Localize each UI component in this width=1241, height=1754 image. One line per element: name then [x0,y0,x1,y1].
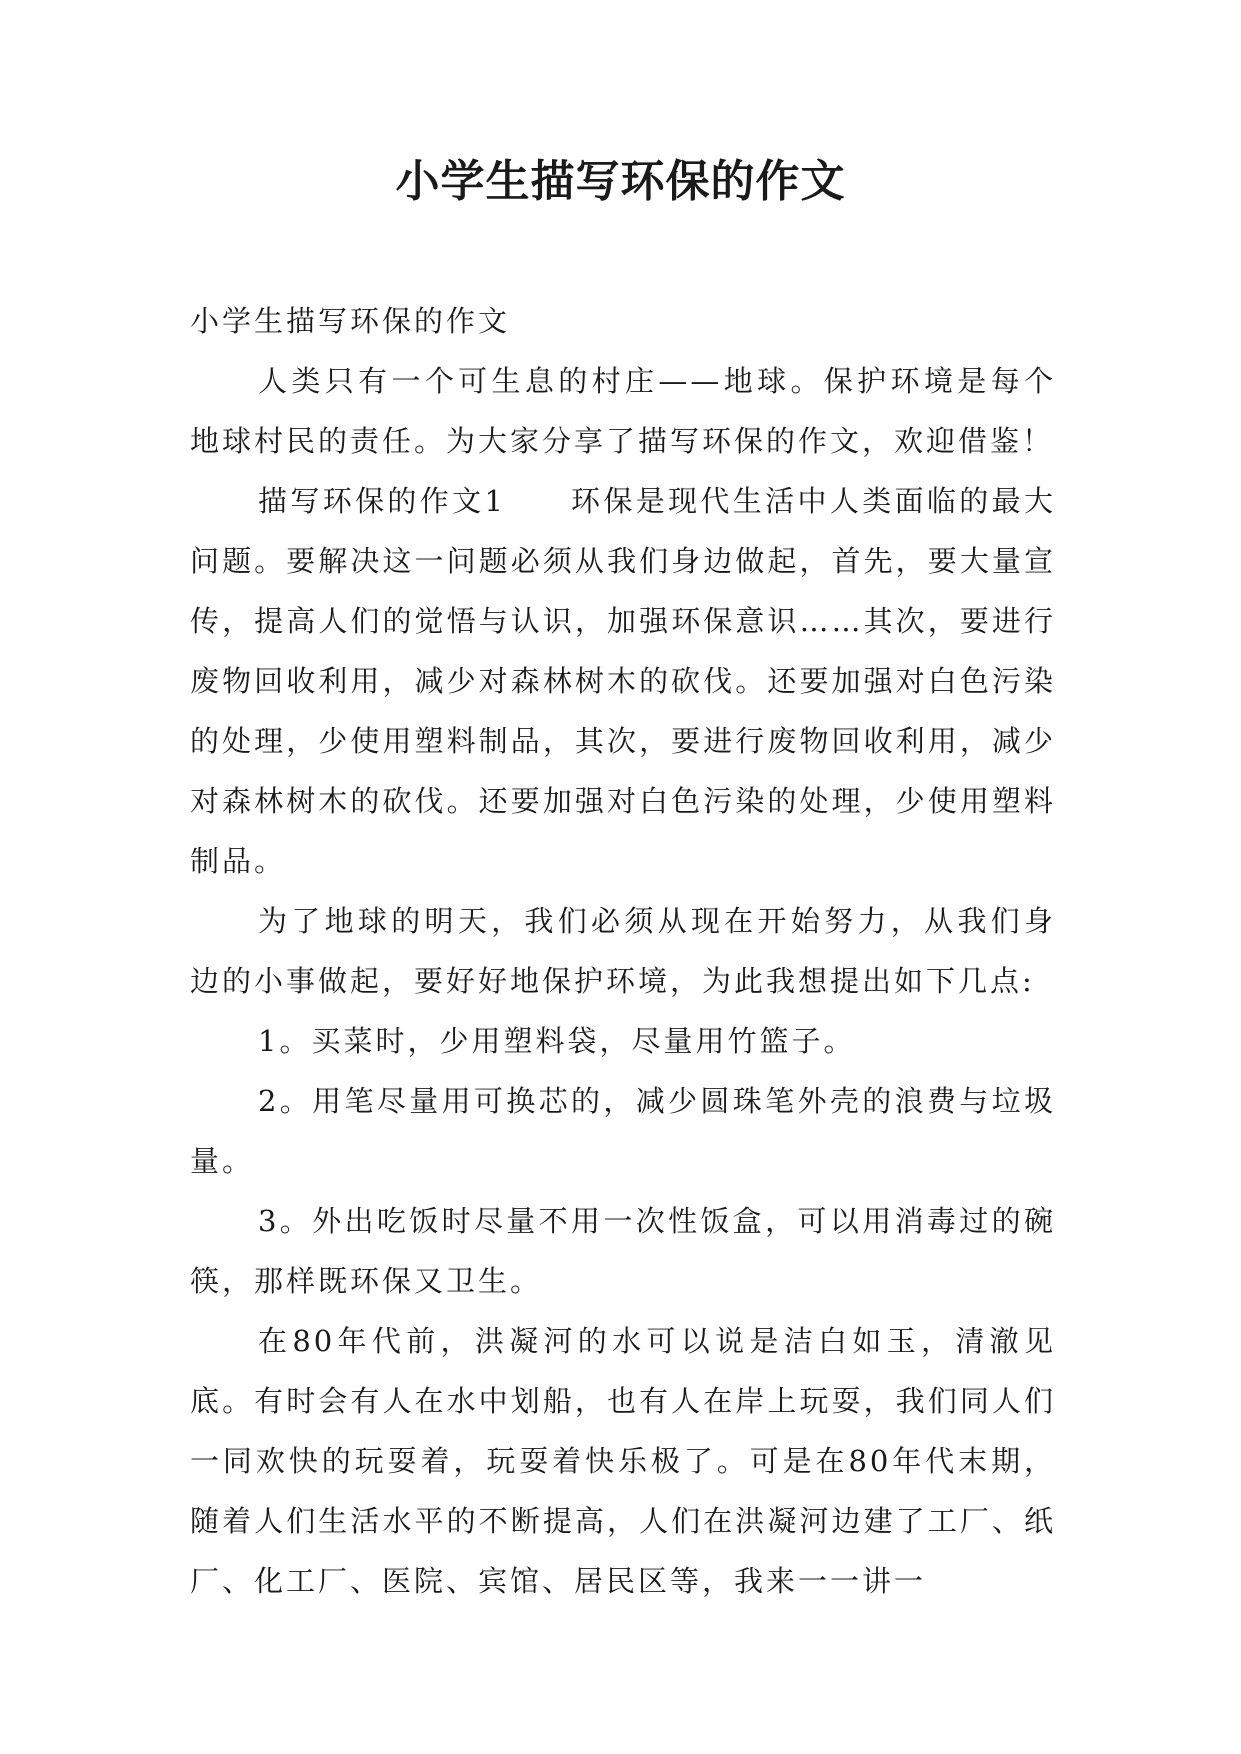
document-body [190,291,1056,1611]
paragraph: 在80年代前，洪凝河的水可以说是洁白如玉，清澈见底。有时会有人在水中划船，也有人在岸上玩耍，我们同人们一同欢快的玩耍着，玩耍着快乐极了。可是在80年代末期，随着人们生活水平的不断提高，人们在洪凝河边建了工厂、纸厂、化工厂、医院、宾馆、居民区等，我来一一讲一 [190,1324,1056,1598]
paragraph: 为了地球的明天，我们必须从现在开始努力，从我们身边的小事做起，要好好地保护环境，为此我想提出如下几点: [190,904,1056,998]
list-item: 3。外出吃饭时尽量不用一次性饭盒，可以用消毒过的碗筷，那样既环保又卫生。 [190,1204,1056,1298]
list-item: 1。买菜时，少用塑料袋，尽量用竹篮子。 [258,1024,856,1058]
paragraph: 描写环保的作文1 环保是现代生活中人类面临的最大问题。要解决这一问题必须从我们身边做起，首先，要大量宣传，提高人们的觉悟与认识，加强环保意识……其次，要进行废物回收利用，减少对森林树木的砍伐。还要加强对白色污染的处理，少使用塑料制品，其次，要进行废物回收利用，减少对森林树木的砍伐。还要加强对白色污染的处理，少使用塑料制品。 [190,484,1056,878]
document-title: 小学生描写环保的作文 [395,156,846,207]
list-item: 2。用笔尽量用可换芯的，减少圆珠笔外壳的浪费与垃圾量。 [190,1084,1056,1178]
paragraph: 人类只有一个可生息的村庄——地球。保护环境是每个地球村民的责任。为大家分享了描写环保的作文，欢迎借鉴！ [190,364,1056,458]
paragraph-heading: 小学生描写环保的作文 [190,304,511,338]
